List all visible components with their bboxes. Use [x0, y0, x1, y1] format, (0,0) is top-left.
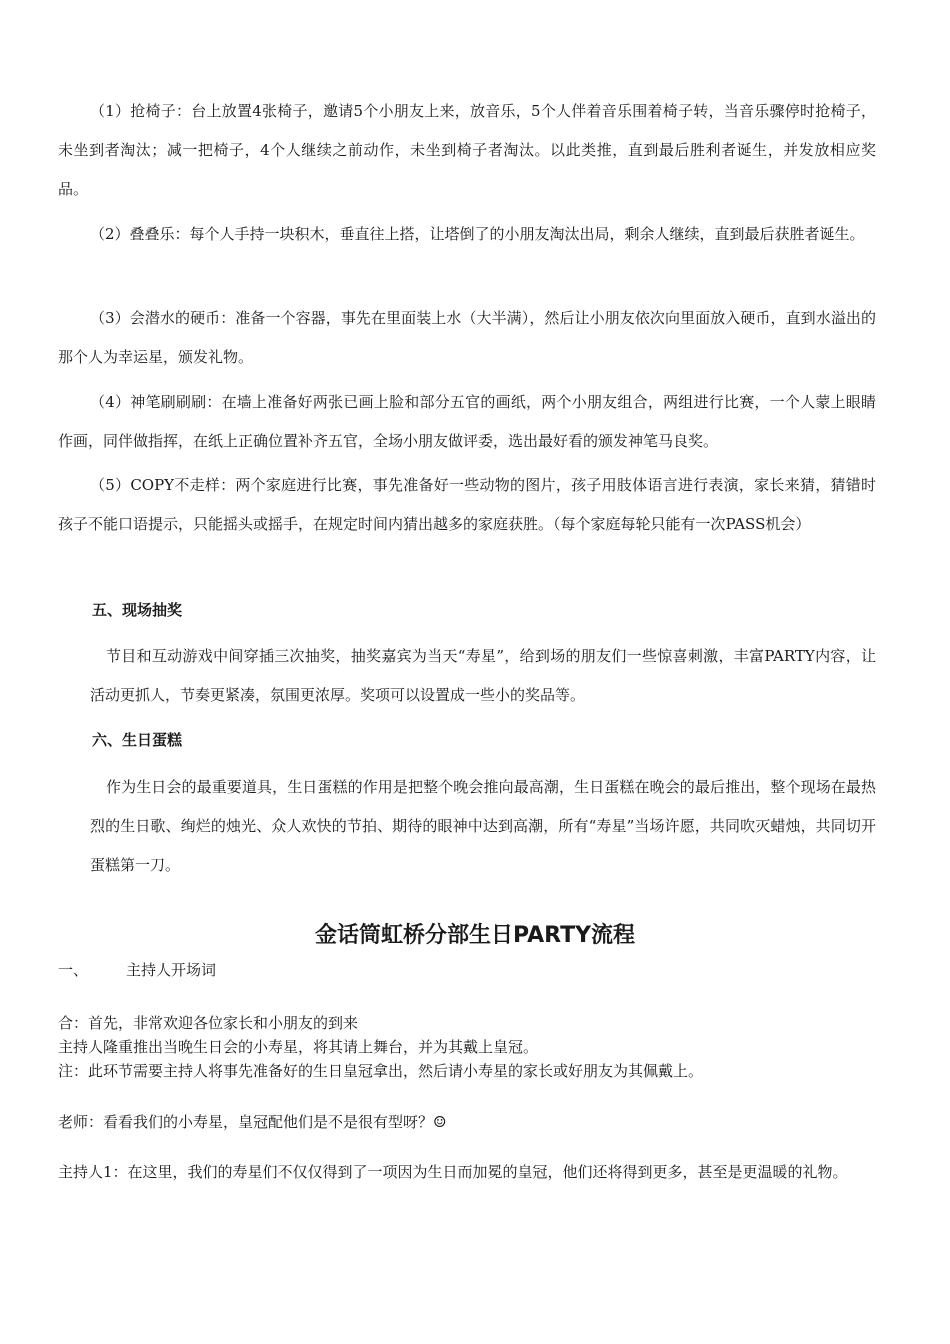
teacher-line: 老师：看看我们的小寿星，皇冠配他们是不是很有型呀？☺: [58, 1113, 447, 1131]
flow-item-1-number: 一、: [58, 961, 89, 979]
game-4-paragraph: （4）神笔刷刷刷：在墙上准备好两张已画上脸和部分五官的画纸，两个小朋友组合，两组进行比赛，一个人蒙上眼睛作画，同伴做指挥，在纸上正确位置补齐五官，全场小朋友做评委，选出最好看的颁发神笔马良奖。: [58, 393, 876, 450]
host1-line: 主持人1：在这里，我们的寿星们不仅仅得到了一项因为生日而加冕的皇冠，他们还将得到更多，甚至是更温暖的礼物。: [58, 1163, 848, 1181]
game-3-paragraph: （3）会潜水的硬币：准备一个容器，事先在里面装上水（大半满），然后让小朋友依次向里面放入硬币，直到水溢出的那个人为幸运星，颁发礼物。: [58, 309, 876, 366]
game-5-paragraph: （5）COPY不走样：两个家庭进行比赛，事先准备好一些动物的图片，孩子用肢体语言进行表演，家长来猜，猜错时孩子不能口语提示，只能摇头或摇手，在规定时间内猜出越多的家庭获胜。（每个家庭每轮只能有一次PASS机会）: [58, 476, 876, 533]
section-6-body: 作为生日会的最重要道具，生日蛋糕的作用是把整个晚会推向最高潮，生日蛋糕在晚会的最后推出，整个现场在最热烈的生日歌、绚烂的烛光、众人欢快的节拍、期待的眼神中达到高潮，所有“寿星”当场许愿，共同吹灭蜡烛，共同切开蛋糕第一刀。: [90, 778, 876, 874]
flow-title: 金话筒虹桥分部生日PARTY流程: [314, 923, 636, 948]
section-6-heading: 六、生日蛋糕: [92, 731, 183, 749]
game-2-paragraph: （2）叠叠乐：每个人手持一块积木，垂直往上搭，让塔倒了的小朋友淘汰出局，剩余人继续，直到最后获胜者诞生。: [90, 225, 865, 243]
flow-line-2: 主持人隆重推出当晚生日会的小寿星，将其请上舞台，并为其戴上皇冠。: [58, 1038, 539, 1056]
flow-item-1: [58, 958, 876, 982]
flow-line-3: 注：此环节需要主持人将事先准备好的生日皇冠拿出，然后请小寿星的家长或好朋友为其佩戴上。: [58, 1062, 704, 1080]
flow-item-1-text: 主持人开场词: [126, 961, 217, 979]
game-1-paragraph: （1）抢椅子：台上放置4张椅子，邀请5个小朋友上来，放音乐，5个人伴着音乐围着椅子转，当音乐骤停时抢椅子，未坐到者淘汰；减一把椅子，4个人继续之前动作，未坐到椅子者淘汰。以此类推，直到最后胜利者诞生，并发放相应奖品。: [58, 102, 876, 198]
flow-line-1: 合：首先，非常欢迎各位家长和小朋友的到来: [58, 1014, 359, 1032]
section-5-heading: 五、现场抽奖: [92, 601, 183, 619]
section-5-body: 节目和互动游戏中间穿插三次抽奖，抽奖嘉宾为当天“寿星”，给到场的朋友们一些惊喜刺激，丰富PARTY内容，让活动更抓人，节奏更紧凑，氛围更浓厚。奖项可以设置成一些小的奖品等。: [90, 647, 876, 704]
